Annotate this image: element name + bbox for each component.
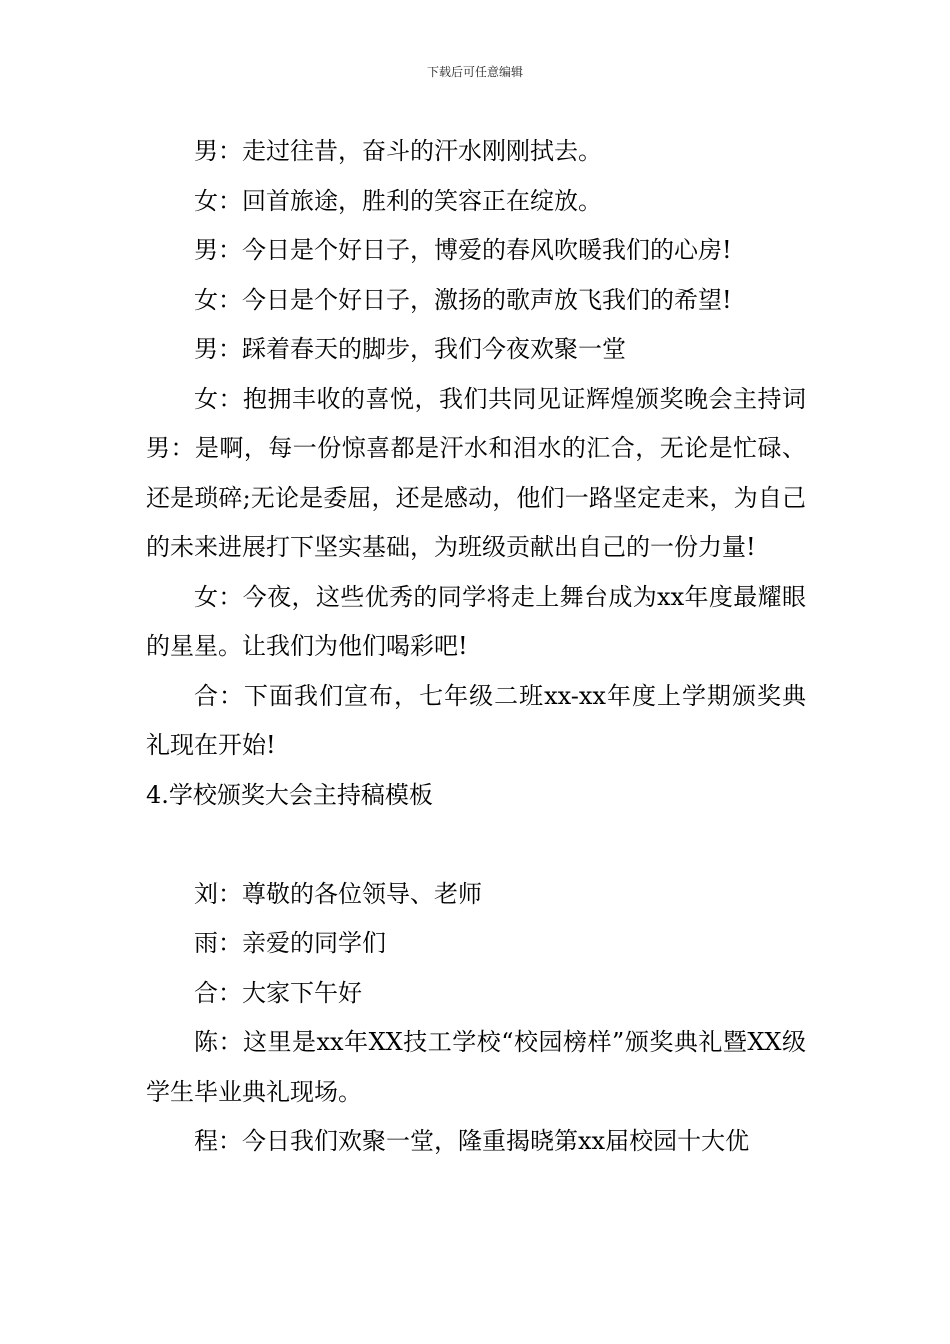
paragraph: 合：下面我们宣布，七年级二班xx-xx年度上学期颁奖典礼现在开始!	[146, 681, 806, 759]
paragraph: 女：抱拥丰收的喜悦，我们共同见证辉煌颁奖晚会主持词男：是啊，每一份惊喜都是汗水和泪水的汇合，无论是忙碌、还是琐碎;无论是委屈，还是感动，他们一路坚定走来，为自己的未来进展打下坚实基础，为班级贡献出自己的一份力量!	[146, 384, 806, 561]
page-header: 下载后可任意编辑	[426, 65, 523, 79]
section-title: 4.学校颁奖大会主持稿模板	[146, 780, 433, 809]
paragraph: 女：今夜，这些优秀的同学将走上舞台成为xx年度最耀眼的星星。让我们为他们喝彩吧!	[146, 582, 806, 660]
blank-line	[146, 820, 806, 870]
paragraph: 女：今日是个好日子，激扬的歌声放飞我们的希望!	[194, 285, 732, 314]
paragraph: 男：走过往昔，奋斗的汗水刚刚拭去。	[194, 137, 602, 165]
document-body	[146, 127, 806, 1167]
paragraph: 陈：这里是xx年XX技工学校“校园榜样”颁奖典礼暨XX级学生毕业典礼现场。	[146, 1028, 806, 1106]
paragraph: 刘：尊敬的各位领导、老师	[194, 879, 482, 908]
paragraph: 男：今日是个好日子，博爱的春风吹暖我们的心房!	[194, 236, 732, 264]
paragraph: 程：今日我们欢聚一堂，隆重揭晓第xx届校园十大优	[194, 1127, 750, 1155]
paragraph: 女：回首旅途，胜利的笑容正在绽放。	[194, 186, 602, 215]
paragraph: 合：大家下午好	[194, 978, 362, 1007]
paragraph: 雨：亲爱的同学们	[194, 929, 386, 957]
paragraph: 男：踩着春天的脚步，我们今夜欢聚一堂	[194, 335, 626, 363]
